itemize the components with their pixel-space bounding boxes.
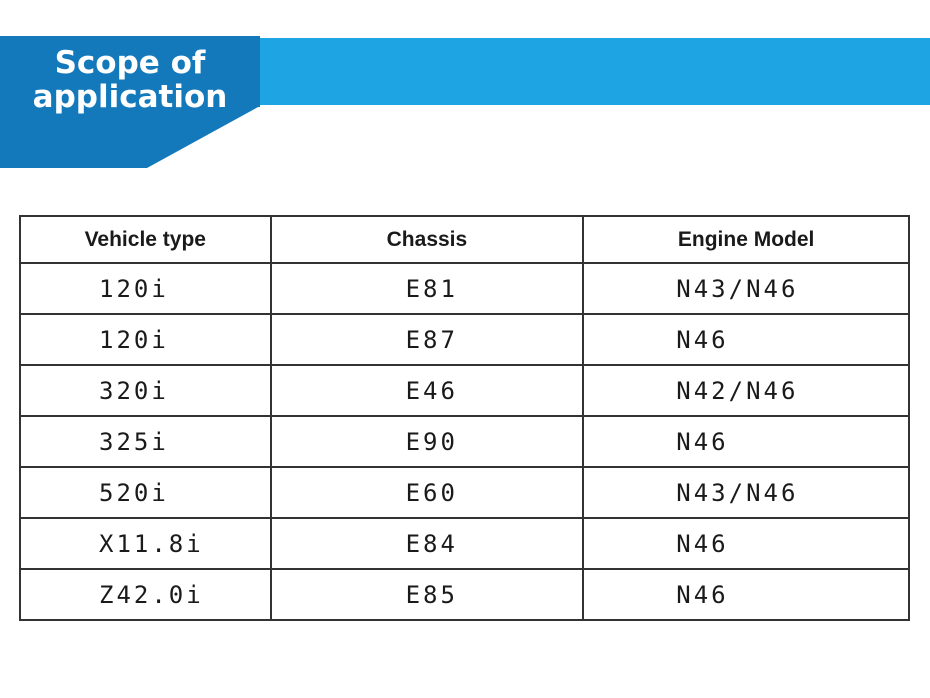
cell-chassis: E46 xyxy=(271,365,584,416)
page-title-line-1: Scope of xyxy=(54,45,206,81)
header-engine-model: Engine Model xyxy=(583,216,909,263)
header-chassis: Chassis xyxy=(271,216,584,263)
cell-vehicle-type: X11.8i xyxy=(20,518,271,569)
cell-engine-model: N46 xyxy=(583,518,909,569)
table-row xyxy=(20,365,909,416)
compatibility-table xyxy=(19,215,910,621)
table-row xyxy=(20,467,909,518)
cell-engine-model: N46 xyxy=(583,314,909,365)
cell-engine-model: N43/N46 xyxy=(583,263,909,314)
cell-chassis: E87 xyxy=(271,314,584,365)
cell-chassis: E84 xyxy=(271,518,584,569)
cell-engine-model: N42/N46 xyxy=(583,365,909,416)
table-row xyxy=(20,263,909,314)
table-row xyxy=(20,518,909,569)
page-title-line-2: application xyxy=(32,79,228,115)
cell-vehicle-type: Z42.0i xyxy=(20,569,271,620)
banner-badge xyxy=(0,36,260,168)
cell-vehicle-type: 520i xyxy=(20,467,271,518)
table-row xyxy=(20,314,909,365)
cell-engine-model: N43/N46 xyxy=(583,467,909,518)
cell-chassis: E81 xyxy=(271,263,584,314)
cell-chassis: E60 xyxy=(271,467,584,518)
cell-engine-model: N46 xyxy=(583,416,909,467)
cell-vehicle-type: 325i xyxy=(20,416,271,467)
table-row xyxy=(20,569,909,620)
cell-vehicle-type: 120i xyxy=(20,263,271,314)
table-header-row xyxy=(20,216,909,263)
page-title xyxy=(0,46,260,114)
cell-vehicle-type: 120i xyxy=(20,314,271,365)
cell-vehicle-type: 320i xyxy=(20,365,271,416)
table-row xyxy=(20,416,909,467)
cell-chassis: E85 xyxy=(271,569,584,620)
cell-engine-model: N46 xyxy=(583,569,909,620)
header-vehicle-type: Vehicle type xyxy=(20,216,271,263)
cell-chassis: E90 xyxy=(271,416,584,467)
